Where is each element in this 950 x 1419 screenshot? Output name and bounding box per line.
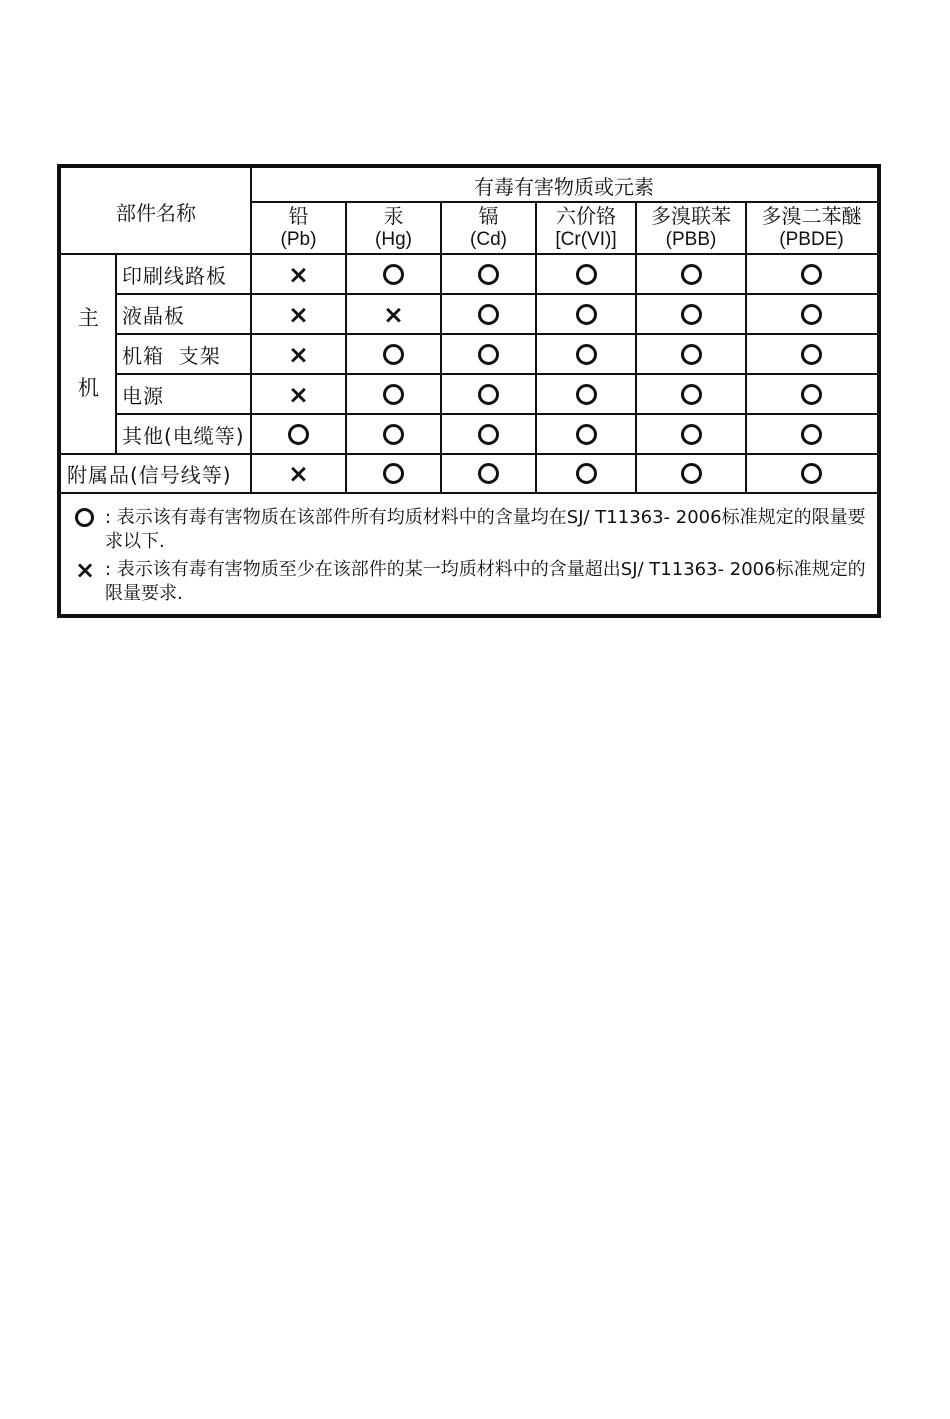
compliant-circle-icon <box>478 264 499 285</box>
exceeds-x-icon: × <box>288 459 309 488</box>
compliant-circle-icon <box>681 384 702 405</box>
substance-name-cn: 镉 <box>478 204 499 228</box>
table-cell <box>636 454 746 493</box>
compliant-circle-icon <box>478 304 499 325</box>
compliant-circle-icon <box>478 463 499 484</box>
exceeds-x-icon: × <box>383 299 404 329</box>
row-label: 机箱 支架 <box>122 343 221 368</box>
table-cell <box>536 254 636 294</box>
table-cell <box>441 454 536 493</box>
table-cell <box>251 294 346 334</box>
row-label: 附属品(信号线等) <box>67 463 232 487</box>
table-cell <box>746 374 877 414</box>
table-cell <box>746 294 877 334</box>
note-x <box>75 558 875 606</box>
table-cell <box>536 294 636 334</box>
compliant-circle-icon <box>801 424 822 445</box>
table-cell <box>251 454 346 493</box>
circle-symbol-icon <box>75 508 101 527</box>
table-cell <box>346 294 441 334</box>
table-cell <box>746 334 877 374</box>
exceeds-x-icon: × <box>288 339 309 369</box>
substance-header <box>536 202 636 254</box>
table-cell <box>346 334 441 374</box>
table-cell <box>746 454 877 493</box>
table-cell <box>636 254 746 294</box>
substance-symbol: (Hg) <box>375 229 412 250</box>
compliant-circle-icon <box>801 384 822 405</box>
compliant-circle-icon <box>576 304 597 325</box>
table-cell <box>536 334 636 374</box>
substance-symbol: (PBB) <box>665 229 717 250</box>
note-x-text: : 表示该有毒有害物质至少在该部件的某一均质材料中的含量超出SJ/ T11363- 2006标准规定的限量要求. <box>105 559 866 604</box>
compliant-circle-icon <box>576 344 597 365</box>
substance-header <box>636 202 746 254</box>
substance-header <box>251 202 346 254</box>
row-label: 液晶板 <box>122 303 185 328</box>
note-circle-text: : 表示该有毒有害物质在该部件所有均质材料中的含量均在SJ/ T11363- 2006标准规定的限量要求以下. <box>105 507 866 552</box>
table-cell <box>746 414 877 454</box>
table-cell <box>636 334 746 374</box>
substance-name-cn: 六价铬 <box>556 204 616 228</box>
notes <box>75 506 875 610</box>
table-cell <box>441 414 536 454</box>
note-circle <box>75 506 875 554</box>
compliant-circle-icon <box>383 424 404 445</box>
table-cell <box>251 414 346 454</box>
exceeds-x-icon: × <box>288 259 309 289</box>
table-cell <box>636 374 746 414</box>
row-label: 电源 <box>122 383 164 408</box>
table-cell <box>251 374 346 414</box>
row-label: 印刷线路板 <box>122 263 227 288</box>
compliant-circle-icon <box>383 264 404 285</box>
rohs-table <box>57 164 881 618</box>
compliant-circle-icon <box>801 463 822 484</box>
exceeds-x-icon: × <box>288 299 309 329</box>
substance-symbol: (Pb) <box>280 229 317 250</box>
part-name-header: 部件名称 <box>116 200 196 225</box>
compliant-circle-icon <box>383 344 404 365</box>
exceeds-x-icon: × <box>288 379 309 409</box>
compliant-circle-icon <box>801 264 822 285</box>
table-cell <box>636 414 746 454</box>
substance-symbol: (Cd) <box>470 229 507 250</box>
row-label: 其他(电缆等) <box>122 423 245 448</box>
table-cell <box>346 254 441 294</box>
compliant-circle-icon <box>681 264 702 285</box>
substances-title: 有毒有害物质或元素 <box>474 174 654 199</box>
table-cell <box>441 254 536 294</box>
group-label-main: 主 <box>78 306 99 330</box>
substance-name-cn: 铅 <box>288 204 309 228</box>
substance-header <box>441 202 536 254</box>
substance-symbol: (PBDE) <box>779 229 844 250</box>
compliant-circle-icon <box>288 424 309 445</box>
substance-name-cn: 多溴二苯醚 <box>761 204 862 228</box>
group-label-unit: 机 <box>78 376 99 400</box>
table-cell <box>251 254 346 294</box>
substance-name-cn: 汞 <box>383 204 404 228</box>
table-cell <box>441 334 536 374</box>
compliant-circle-icon <box>383 463 404 484</box>
table-cell <box>441 374 536 414</box>
table-cell <box>346 414 441 454</box>
table-cell <box>536 374 636 414</box>
table-cell <box>536 454 636 493</box>
compliant-circle-icon <box>576 384 597 405</box>
compliant-circle-icon <box>681 424 702 445</box>
compliant-circle-icon <box>801 344 822 365</box>
compliant-circle-icon <box>576 424 597 445</box>
table-cell <box>346 454 441 493</box>
compliant-circle-icon <box>383 384 404 405</box>
compliant-circle-icon <box>681 344 702 365</box>
compliant-circle-icon <box>478 424 499 445</box>
x-symbol-icon: × <box>75 556 96 584</box>
compliant-circle-icon <box>801 304 822 325</box>
compliant-circle-icon <box>478 384 499 405</box>
compliant-circle-icon <box>681 304 702 325</box>
table-cell <box>536 414 636 454</box>
compliant-circle-icon <box>576 264 597 285</box>
table-cell <box>746 254 877 294</box>
substance-header <box>746 202 877 254</box>
substance-name-cn: 多溴联苯 <box>651 204 731 228</box>
substance-header <box>346 202 441 254</box>
compliant-circle-icon <box>681 463 702 484</box>
compliant-circle-icon <box>576 463 597 484</box>
substance-symbol: [Cr(VI)] <box>555 229 617 250</box>
compliant-circle-icon <box>478 344 499 365</box>
table-cell <box>346 374 441 414</box>
table-cell <box>251 334 346 374</box>
table-cell <box>636 294 746 334</box>
table-cell <box>441 294 536 334</box>
